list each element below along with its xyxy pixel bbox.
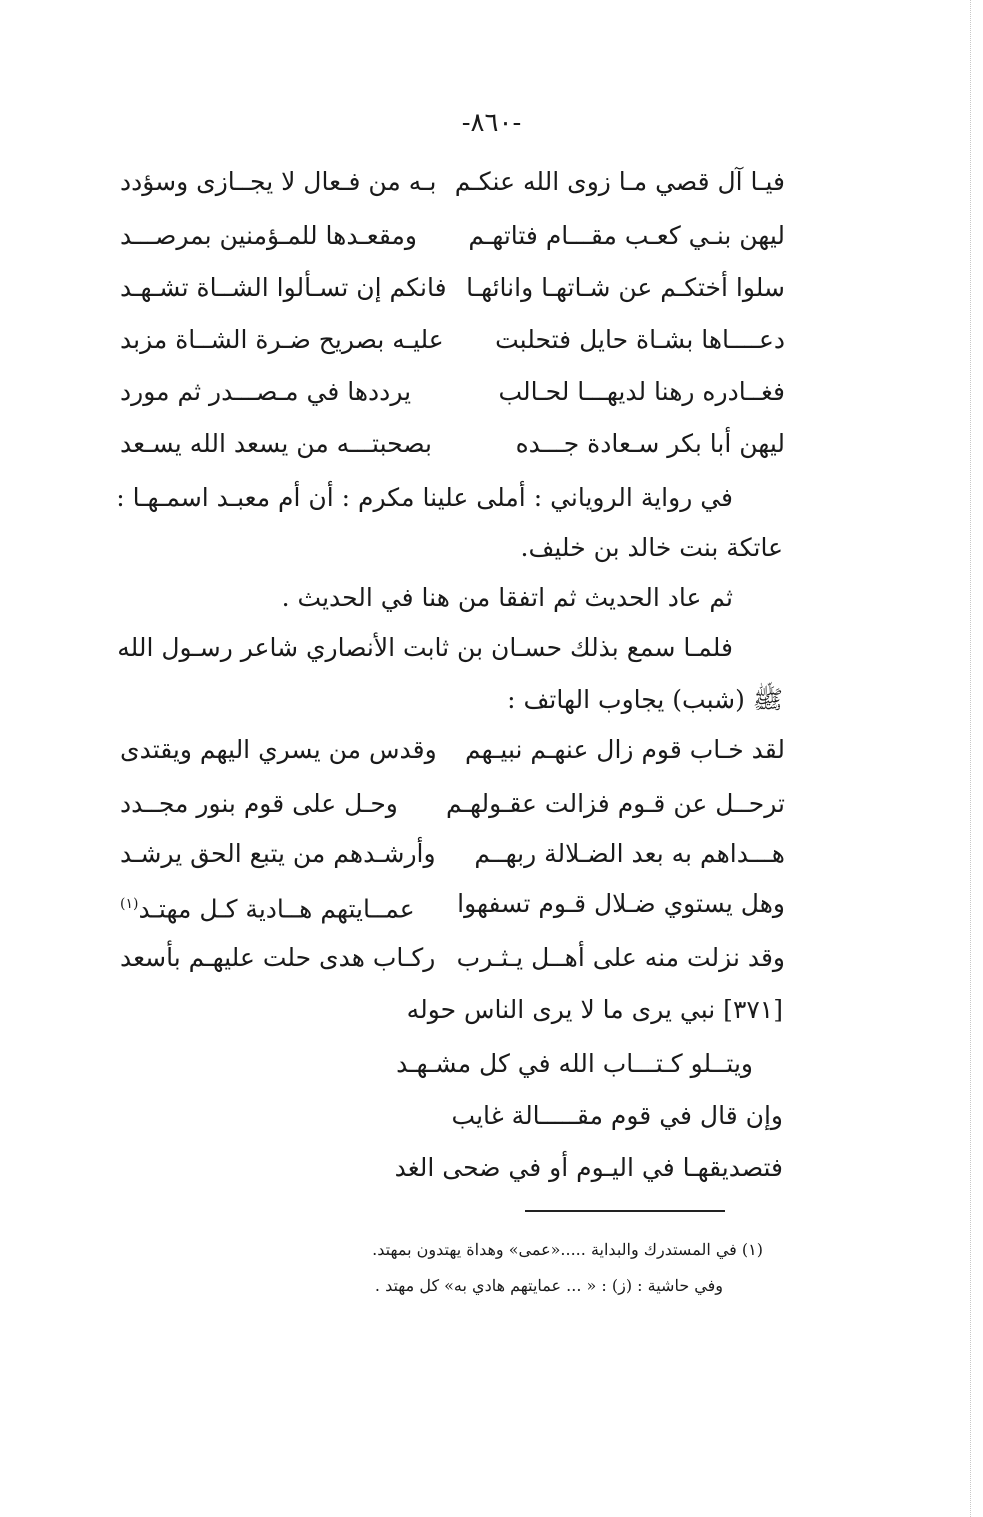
poem1-verse [100, 372, 785, 412]
verse-first-hemistich: ليهن بنـي كعـب مقـــام فتاتهـم [468, 221, 785, 250]
verse-first-hemistich: فيـا آل قصي مـا زوى الله عنكـم [454, 167, 785, 196]
poem1-verse [100, 162, 785, 202]
verse-first-hemistich: سلوا أختكـم عن شـاتهـا وانائهـا [466, 273, 785, 302]
verse-first-hemistich: هـــداهم به بعد الضـلالة ربهــم [474, 839, 785, 868]
verse-second-hemistich: يرددها في مـصـــدر ثم مورد [120, 377, 412, 406]
verse-second-hemistich: فانكم إن تسـألوا الشــاة تشـهـد [120, 273, 447, 302]
tail-line: فتصديقهـا في اليـوم أو في ضحى الغد [394, 1153, 783, 1182]
verse-second-hemistich: بـه من فـعال لا يجــازى وسؤدد [120, 167, 437, 196]
prose-line: عاتكة بنت خالد بن خليف. [520, 533, 783, 562]
poem2-verse [100, 730, 785, 770]
verse-first-hemistich: لقد خـاب قوم زال عنهـم نبيـهم [464, 735, 785, 764]
poem2-verse [100, 938, 785, 978]
verse-second-hemistich: ركـاب هدى حلت عليهـم بأسعد [120, 943, 436, 972]
footnote-marker: (١) [120, 896, 139, 912]
tail-line: ويتــلو كـتـــاب الله في كل مشـهـد [396, 1049, 753, 1078]
verse-second-hemistich [120, 884, 415, 929]
tail-line: وإن قال في قوم مقـــــالة غايب [451, 1101, 783, 1130]
poem1-verse [100, 268, 785, 308]
verse-first-hemistich: ليهن أبا بكر سـعادة جـــده [515, 429, 785, 458]
footnote-separator [525, 1210, 725, 1212]
verse-first-hemistich: دعــــاها بشـاة حايل فتحلبت [495, 325, 785, 354]
tail-line: [٣٧١] نبي يرى ما لا يرى الناس حوله [406, 995, 783, 1024]
verse-text: عمــايتهم هــادية كـل مهتـد [138, 894, 415, 924]
verse-first-hemistich: فغــادره رهنا لديهـــا لحـالب [498, 377, 785, 406]
verse-second-hemistich: وحـل على قوم بنور مجــدد [120, 789, 398, 818]
verse-second-hemistich: وأرشـدهم من يتبع الحق يرشـد [120, 839, 436, 868]
verse-first-hemistich: ترحــل عن قـوم فزالت عقـولهـم [446, 789, 785, 818]
poem2-verse [100, 784, 785, 824]
poem2-verse [100, 834, 785, 874]
prose-line: ثم عاد الحديث ثم اتفقا من هنا في الحديث . [281, 583, 733, 612]
page-number: -٨٦٠- [461, 108, 522, 138]
poem2-verse [100, 884, 785, 924]
verse-second-hemistich: ومقعـدها للمـؤمنين بمرصـــد [120, 221, 417, 250]
verse-second-hemistich: عليـه بصريح ضـرة الشــاة مزبد [120, 325, 444, 354]
prose-line: فلمـا سمع بذلك حسـان بن ثابت الأنصاري شاعر رسـول الله [117, 633, 733, 662]
prose-line: ﷺ (شبب) يجاوب الهاتف : [507, 685, 783, 714]
poem1-verse [100, 320, 785, 360]
prose-line: في رواية الروياني : أملى علينا مكرم : أن أم معبـد اسمـهـا : [116, 483, 733, 512]
footnote: وفي حاشية : (ز) : « ... عمايتهم هادي به» كل مهتد . [374, 1276, 723, 1295]
poem1-verse [100, 216, 785, 256]
verse-first-hemistich: وهل يستوي ضـلال قـوم تسفهوا [457, 889, 785, 918]
poem1-verse [100, 424, 785, 464]
scan-edge-line [970, 0, 972, 1517]
footnote: (١) في المستدرك والبداية .....«عمى» وهداة يهتدون بمهتد. [372, 1240, 763, 1259]
verse-second-hemistich: بصحبتـــه من يسعد الله يسـعد [120, 429, 432, 458]
verse-first-hemistich: وقد نزلت منه على أهــل يـثـرب [456, 943, 785, 972]
verse-second-hemistich: وقدس من يسري اليهم ويقتدى [120, 735, 437, 764]
